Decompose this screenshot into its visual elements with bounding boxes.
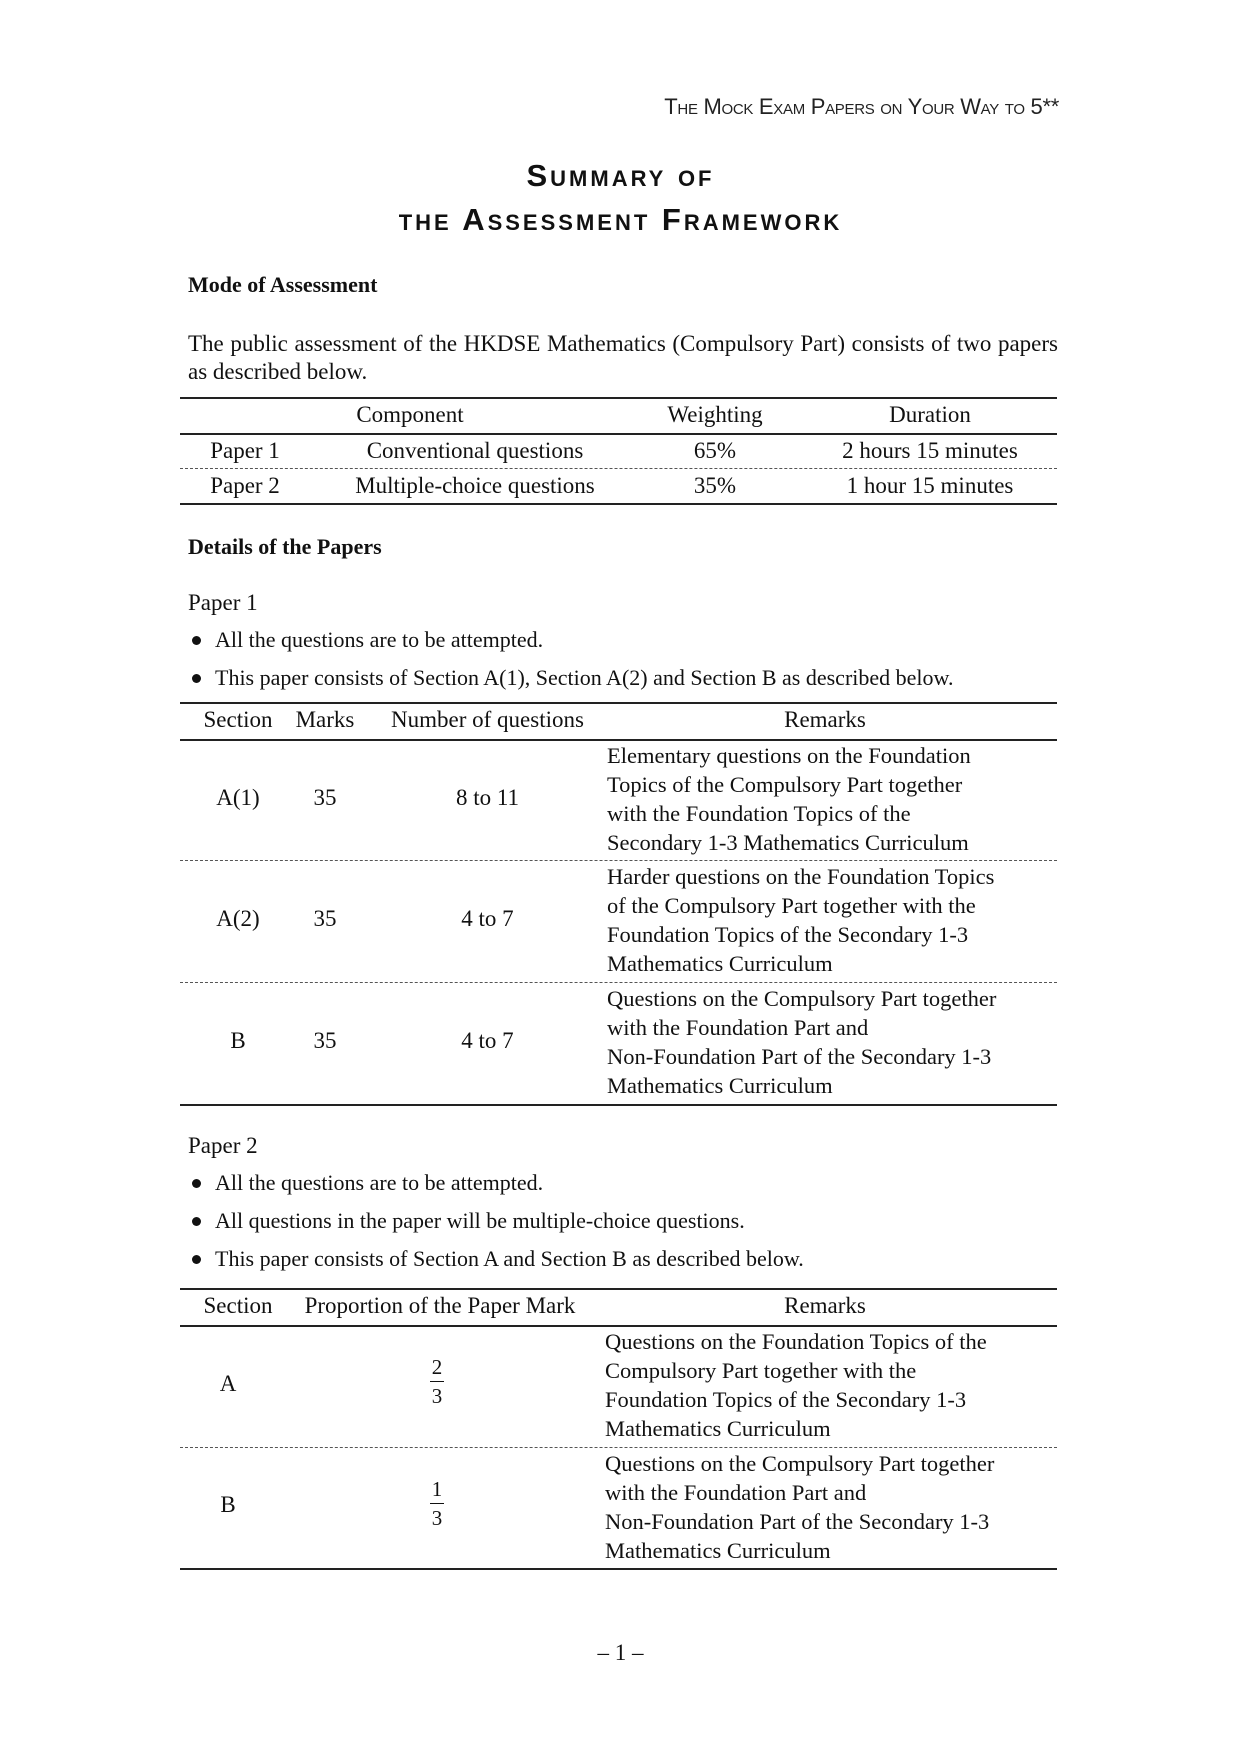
bullet-text: This paper consists of Section A and Section B as described below. — [215, 1246, 804, 1271]
fraction — [422, 1356, 452, 1407]
bullet-text: All the questions are to be attempted. — [215, 1170, 544, 1195]
table-cell: 35 — [313, 906, 337, 931]
remark-line: Mathematics Curriculum — [605, 1416, 831, 1441]
table-header: Marks — [295, 707, 355, 732]
table-cell: 35% — [693, 473, 737, 498]
bullet-icon — [192, 636, 201, 645]
paper2-label: Paper 2 — [188, 1133, 258, 1158]
table-cell-remarks — [607, 862, 994, 978]
table-rule — [180, 433, 1057, 435]
table-divider — [180, 860, 1057, 861]
table-cell: A — [219, 1371, 237, 1396]
remark-line: Compulsory Part together with the — [605, 1358, 917, 1383]
table-rule — [180, 397, 1057, 399]
table-cell: 65% — [693, 438, 737, 463]
fraction-bar — [430, 1381, 444, 1382]
table-rule — [180, 503, 1057, 505]
paper1-label: Paper 1 — [188, 590, 258, 615]
table-cell: 8 to 11 — [455, 785, 520, 810]
table-cell-remarks — [605, 1327, 987, 1443]
table-cell: Conventional questions — [366, 438, 584, 463]
fraction-numerator: 1 — [431, 1477, 443, 1501]
remark-line: Mathematics Curriculum — [607, 951, 833, 976]
page-title-line-1: Summary of — [526, 158, 715, 193]
table-cell: A(2) — [216, 906, 260, 931]
page-number: – 1 – — [597, 1640, 644, 1665]
remark-line: with the Foundation Part and — [607, 1015, 869, 1040]
fraction-denominator: 3 — [431, 1506, 443, 1530]
table-cell-remarks — [607, 741, 971, 857]
remark-line: Non-Foundation Part of the Secondary 1-3 — [607, 1044, 992, 1069]
table-cell: B — [230, 1028, 246, 1053]
page-title-line-2: the Assessment Framework — [398, 202, 843, 237]
remark-line: Secondary 1-3 Mathematics Curriculum — [607, 830, 969, 855]
table-cell-remarks — [607, 984, 996, 1100]
table-cell: 4 to 7 — [461, 906, 514, 931]
table-rule — [180, 702, 1057, 704]
remark-line: Questions on the Compulsory Part together — [605, 1451, 995, 1476]
table-divider — [180, 1447, 1057, 1448]
bullet-text: All the questions are to be attempted. — [215, 627, 544, 652]
table-header: Proportion of the Paper Mark — [304, 1293, 576, 1318]
bullet-icon — [192, 1179, 201, 1188]
remark-line: Questions on the Compulsory Part together — [607, 986, 997, 1011]
bullet-icon — [192, 674, 201, 683]
remark-line: Foundation Topics of the Secondary 1-3 — [607, 922, 969, 947]
remark-line: with the Foundation Part and — [605, 1480, 867, 1505]
table-divider — [180, 982, 1057, 983]
remark-line: Foundation Topics of the Secondary 1-3 — [605, 1387, 967, 1412]
list-item — [188, 627, 543, 653]
fraction-denominator: 3 — [431, 1384, 443, 1408]
list-item — [188, 665, 953, 691]
fraction-numerator: 2 — [431, 1355, 443, 1379]
table-header: Section — [203, 1293, 273, 1318]
fraction-bar — [430, 1503, 444, 1504]
list-item — [188, 1208, 745, 1234]
table-rule — [180, 1568, 1057, 1570]
table-divider — [180, 468, 1057, 469]
table-rule — [180, 1104, 1057, 1106]
table-cell: Paper 2 — [210, 473, 280, 498]
remark-line: Questions on the Foundation Topics of the — [605, 1329, 987, 1354]
table-header: Section — [203, 707, 273, 732]
running-head: The Mock Exam Papers on Your Way to 5** — [664, 94, 1059, 119]
bullet-icon — [192, 1217, 201, 1226]
remark-line: Non-Foundation Part of the Secondary 1-3 — [605, 1509, 990, 1534]
table-header: Weighting — [667, 402, 763, 427]
table-cell: 35 — [313, 1028, 337, 1053]
table-cell-remarks — [605, 1449, 994, 1565]
table-rule — [180, 1288, 1057, 1290]
table-cell: 1 hour 15 minutes — [846, 473, 1014, 498]
fraction — [422, 1478, 452, 1529]
bullet-text: This paper consists of Section A(1), Section A(2) and Section B as described below. — [215, 665, 954, 690]
remark-line: Topics of the Compulsory Part together — [607, 772, 963, 797]
list-item — [188, 1246, 804, 1272]
mode-intro-paragraph: The public assessment of the HKDSE Mathematics (Compulsory Part) consists of two papers as described below. — [188, 331, 1058, 384]
list-item — [188, 1170, 543, 1196]
remark-line: Mathematics Curriculum — [607, 1073, 833, 1098]
table-cell: 35 — [313, 785, 337, 810]
table-header: Duration — [889, 402, 971, 427]
bullet-text: All questions in the paper will be multiple-choice questions. — [215, 1208, 745, 1233]
remark-line: Elementary questions on the Foundation — [607, 743, 971, 768]
table-cell: Paper 1 — [210, 438, 280, 463]
section-heading-details: Details of the Papers — [188, 534, 382, 559]
remark-line: Harder questions on the Foundation Topics — [607, 864, 995, 889]
remark-line: of the Compulsory Part together with the — [607, 893, 976, 918]
table-header: Remarks — [784, 1293, 866, 1318]
section-heading-mode: Mode of Assessment — [188, 272, 378, 297]
table-cell: 2 hours 15 minutes — [842, 438, 1018, 463]
remark-line: Mathematics Curriculum — [605, 1538, 831, 1563]
table-header: Remarks — [784, 707, 866, 732]
table-cell: 4 to 7 — [461, 1028, 514, 1053]
table-cell: A(1) — [216, 785, 260, 810]
bullet-icon — [192, 1255, 201, 1264]
remark-line: with the Foundation Topics of the — [607, 801, 911, 826]
table-header: Component — [356, 402, 464, 427]
table-header: Number of questions — [391, 707, 584, 732]
table-cell: B — [220, 1492, 236, 1517]
table-cell: Multiple-choice questions — [355, 473, 595, 498]
